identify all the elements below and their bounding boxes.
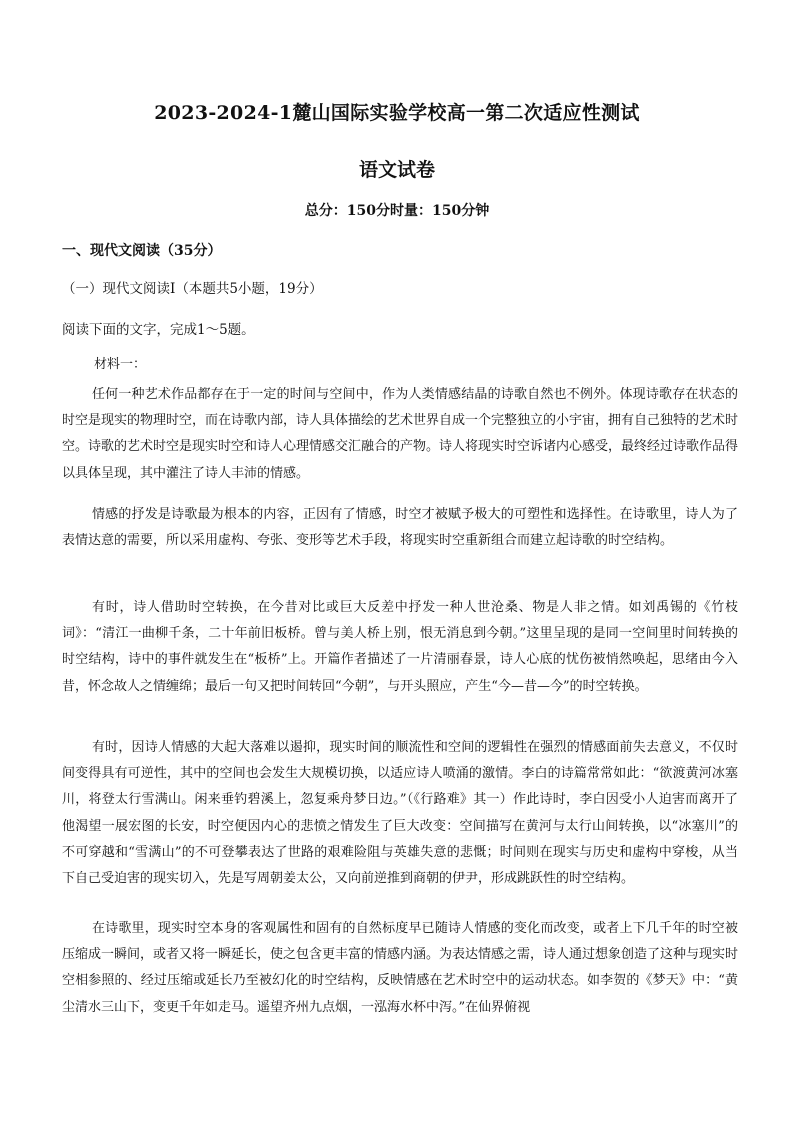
- subsection-heading: （一）现代文阅读Ⅰ（本题共5小题，19分）: [62, 281, 323, 297]
- paragraph-4: 有时，因诗人情感的大起大落难以遏抑，现实时间的顺流性和空间的逻辑性在强烈的情感面前失去意义，不仅时间变得具有可逆性，其中的空间也会发生大规模切换，以适应诗人喷涌的激情。李白的诗篇常常如此：“欲渡黄河冰塞川，将登太行雪满山。闲来垂钓碧溪上，忽复乘舟梦日边。”（《行路难》其一）作此诗时，李白因受小人迫害而离开了他渴望一展宏图的长安，时空便因内心的悲愤之情发生了巨大改变：空间描写在黄河与太行山间转换，以“冰塞川”的不可穿越和“雪满山”的不可登攀表达了世路的艰难险阻与英雄失意的悲慨；时间则在现实与历史和虚构中穿梭，从当下自己受迫害的现实切入，先是写周朝姜太公，又向前逆推到商朝的伊尹，形成跳跃性的时空结构。: [62, 740, 738, 887]
- exam-meta: 总分：150分时量：150分钟: [304, 203, 490, 219]
- paragraph-1: 任何一种艺术作品都存在于一定的时间与空间中，作为人类情感结晶的诗歌自然也不例外。体现诗歌存在状态的时空是现实的物理时空，而在诗歌内部，诗人具体描绘的艺术世界自成一个完整独立的小宇宙，拥有自己独特的艺术时空。诗歌的艺术时空是现实时空和诗人心理情感交汇融合的产物。诗人将现实时空诉诸内心感受，最终经过诗歌作品得以具体呈现，其中灌注了诗人丰沛的情感。: [62, 387, 739, 481]
- material-label: 材料一：: [94, 357, 147, 372]
- exam-title: 2023-2024-1麓山国际实验学校高一第二次适应性测试: [154, 102, 640, 124]
- paragraph-3: 有时，诗人借助时空转换，在今昔对比或巨大反差中抒发一种人世沧桑、物是人非之情。如刘禹锡的《竹枝词》：“清江一曲柳千条，二十年前旧板桥。曾与美人桥上别，恨无消息到今朝。”这里呈现的是同一空间里时间转换的时空结构，诗中的事件就发生在“板桥”上。开篇作者描述了一片清丽春景，诗人心底的忧伤被悄然唤起，思绪由今入昔，怀念故人之情缠绵；最后一句又把时间转回“今朝”，与开头照应，产生“今—昔—今”的时空转换。: [62, 600, 738, 694]
- reading-instruction: 阅读下面的文字，完成1～5题。: [62, 322, 255, 338]
- paragraph-2: 情感的抒发是诗歌最为根本的内容，正因有了情感，时空才被赋予极大的可塑性和选择性。在诗歌里，诗人为了表情达意的需要，所以采用虚构、夸张、变形等艺术手段，将现实时空重新组合而建立起诗歌的时空结构。: [62, 507, 738, 549]
- section-heading: 一、现代文阅读（35分）: [62, 243, 222, 259]
- subject-title: 语文试卷: [358, 159, 435, 181]
- paragraph-5: 在诗歌里，现实时空本身的客观属性和固有的自然标度早已随诗人情感的变化而改变，或者上下几千年的时空被压缩成一瞬间，或者又将一瞬延长，使之包含更丰富的情感内涵。为表达情感之需，诗人通过想象创造了这种与现实时空相参照的、经过压缩或延长乃至被幻化的时空结构，反映情感在艺术时空中的运动状态。如李贺的《梦天》中：“黄尘清水三山下，变更千年如走马。遥望齐州九点烟，一泓海水杯中泻。”在仙界俯视: [62, 921, 739, 1015]
